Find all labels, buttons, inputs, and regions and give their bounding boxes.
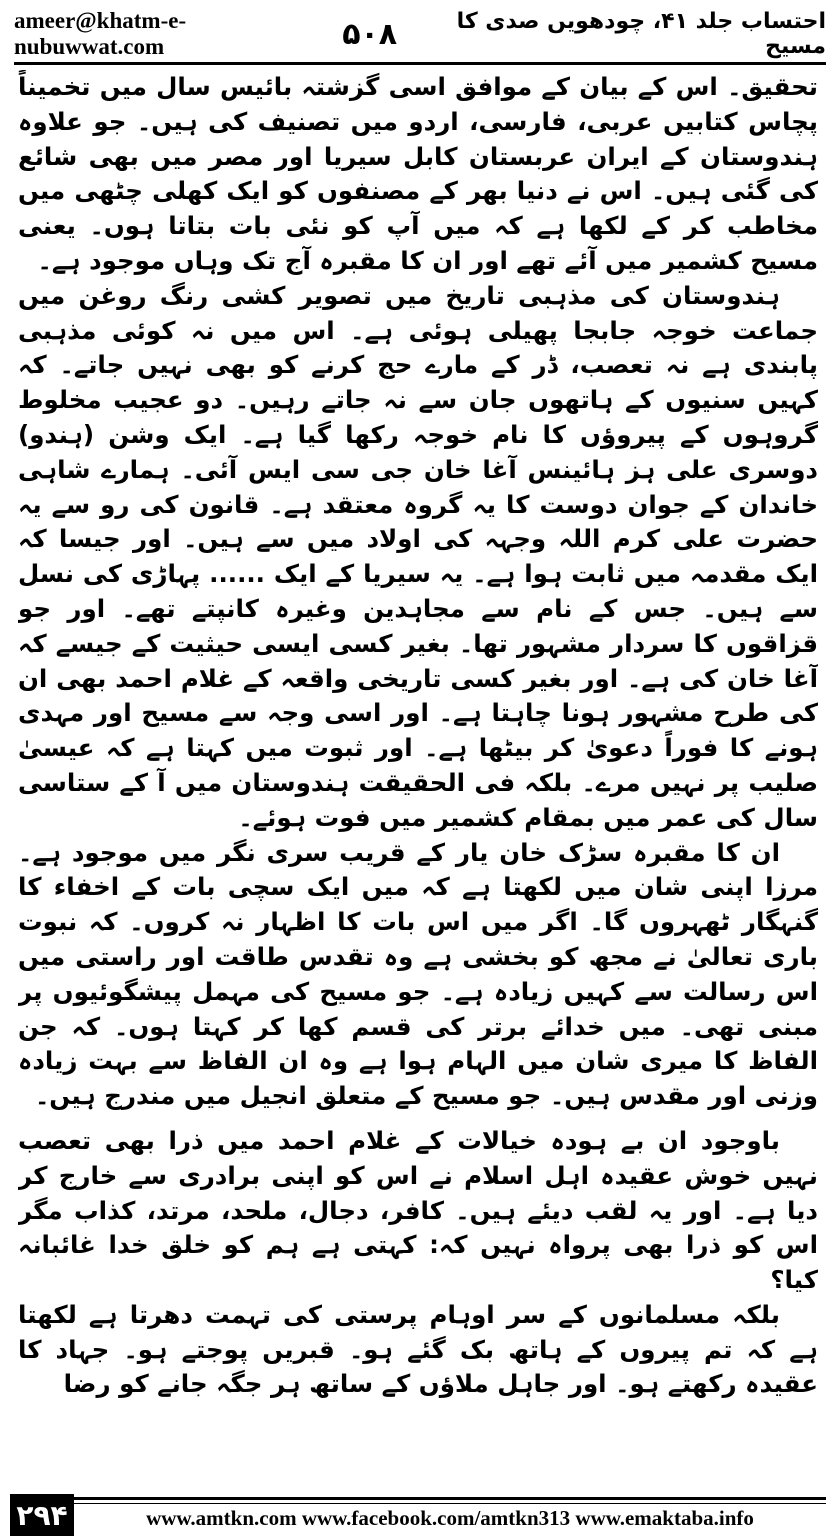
paragraph-5: بلکہ مسلمانوں کے سر اوہام پرستی کی تہمت دھرتا ہے لکھتا ہے کہ تم پیروں کے ہاتھ بک گئے ہو۔ قبریں پوجتے ہو۔ جہاد کا عقیدہ رکھتے ہو۔ اور جاہل ملاؤں کے ساتھ ہر جگہ جانے کو رضا bbox=[18, 1299, 818, 1399]
footer-rule bbox=[74, 1497, 826, 1500]
header-page-number: ۵۰۸ bbox=[342, 16, 398, 52]
page-body bbox=[18, 70, 818, 1470]
footer-page-number: ۲۹۴ bbox=[10, 1494, 74, 1536]
page-header bbox=[14, 8, 826, 60]
paragraph-2: ہندوستان کی مذہبی تاریخ میں تصویر کشی رنگ روغن میں جماعت خوجہ جابجا پھیلی ہوئی ہے۔ اس میں نہ کوئی مذہبی پابندی ہے نہ تعصب، ڈر کے مارے حج کرنے کو بھی نہیں جاتے۔ کہ کہیں سنیوں کے ہاتھوں جان سے نہ جاتے رہیں۔ دو عجیب مخلوط گروہوں کے پیروؤں کا نام خوجہ رکھا گیا ہے۔ ایک وشن (ہندو) دوسری علی ہز ہائینس آغا خان جی سی ایس آئی۔ ہمارے شاہی خاندان کے جوان دوست کا یہ گروہ معتقد ہے۔ قانون کی رو سے یہ حضرت علی کرم اللہ وجہہ کی اولاد میں سے ہیں۔ اور جیسا کہ ایک مقدمہ میں ثابت ہوا ہے۔ یہ سیریا کے ایک ...... پہاڑی کی نسل سے ہیں۔ جس کے نام سے مجاہدین وغیرہ کانپتے تھے۔ اور جو قزاقوں کا سردار مشہور تھا۔ بغیر کسی ایسی حیثیت کے جیسے کہ آغا خان کی ہے۔ اور بغیر کسی تاریخی واقعہ کے غلام احمد بھی ان کی طرح مشہور ہونا چاہتا ہے۔ اور اسی وجہ سے مسیح اور مہدی ہونے کا فوراً دعویٰ کر بیٹھا ہے۔ اور ثبوت میں کہتا ہے کہ عیسیٰ صلیب پر نہیں مرے۔ بلکہ فی الحقیقت ہندوستان میں آ کے ستاسی سال کی عمر میں بمقام کشمیر میں فوت ہوئے۔ bbox=[18, 280, 818, 832]
paragraph-1: تحقیق۔ اس کے بیان کے موافق اسی گزشتہ بائیس سال میں تخمیناً پچاس کتابیں عربی، فارسی، اردو میں تصنیف کی ہیں۔ جو علاوہ ہندوستان کے ایران عربستان کابل سیریا اور مصر میں بھی شائع کی گئی ہیں۔ اس نے دنیا بھر کے مصنفوں کو ایک کھلی چٹھی میں مخاطب کر کے لکھا ہے کہ میں آپ کو نئی بات بتاتا ہوں۔ یعنی مسیح کشمیر میں آئے تھے اور ان کا مقبرہ آج تک وہاں موجود ہے۔ bbox=[18, 72, 818, 275]
footer-rule-thin bbox=[74, 1503, 826, 1504]
page-footer bbox=[10, 1494, 826, 1536]
header-rule bbox=[14, 62, 826, 65]
header-left bbox=[14, 8, 397, 60]
footer-bar bbox=[74, 1494, 826, 1536]
header-email: ameer@khatm-e-nubuwwat.com bbox=[14, 8, 187, 59]
paragraph-4: باوجود ان بے ہودہ خیالات کے غلام احمد میں ذرا بھی تعصب نہیں خوش عقیدہ اہل اسلام نے اس کو اپنی برادری سے خارج کر دیا ہے۔ اور یہ لقب دیئے ہیں۔ کافر، دجال، ملحد، مرتد، کذاب مگر اس کو ذرا بھی پرواہ نہیں کہ: کہتی ہے ہم کو خلق خدا غائبانہ کیا؟ bbox=[18, 1125, 818, 1295]
footer-links: www.amtkn.com www.facebook.com/amtkn313 www.emaktaba.info bbox=[146, 1506, 754, 1530]
header-book-title: احتساب جلد ۴۱، چودھویں صدی کا مسیح bbox=[456, 9, 826, 59]
paragraph-3: ان کا مقبرہ سڑک خان یار کے قریب سری نگر میں موجود ہے۔ مرزا اپنی شان میں لکھتا ہے کہ میں ایک سچی بات کے اخفاء کا گنہگار ٹھہروں گا۔ اگر میں اس بات کا اظہار نہ کروں۔ کہ نبوت باری تعالیٰ نے مجھ کو بخشی ہے وہ تقدس طاقت اور راستی میں اس رسالت سے کہیں زیادہ ہے۔ جو مسیح کی مہمل پیشگوئیوں پر مبنی تھی۔ میں خدائے برتر کی قسم کھا کر کہتا ہوں۔ کہ جن الفاظ کا میری شان میں الہام ہوا ہے وہ ان الفاظ سے بہت زیادہ وزنی اور مقدس ہیں۔ جو مسیح کے متعلق انجیل میں مندرج ہیں۔ bbox=[18, 837, 818, 1111]
